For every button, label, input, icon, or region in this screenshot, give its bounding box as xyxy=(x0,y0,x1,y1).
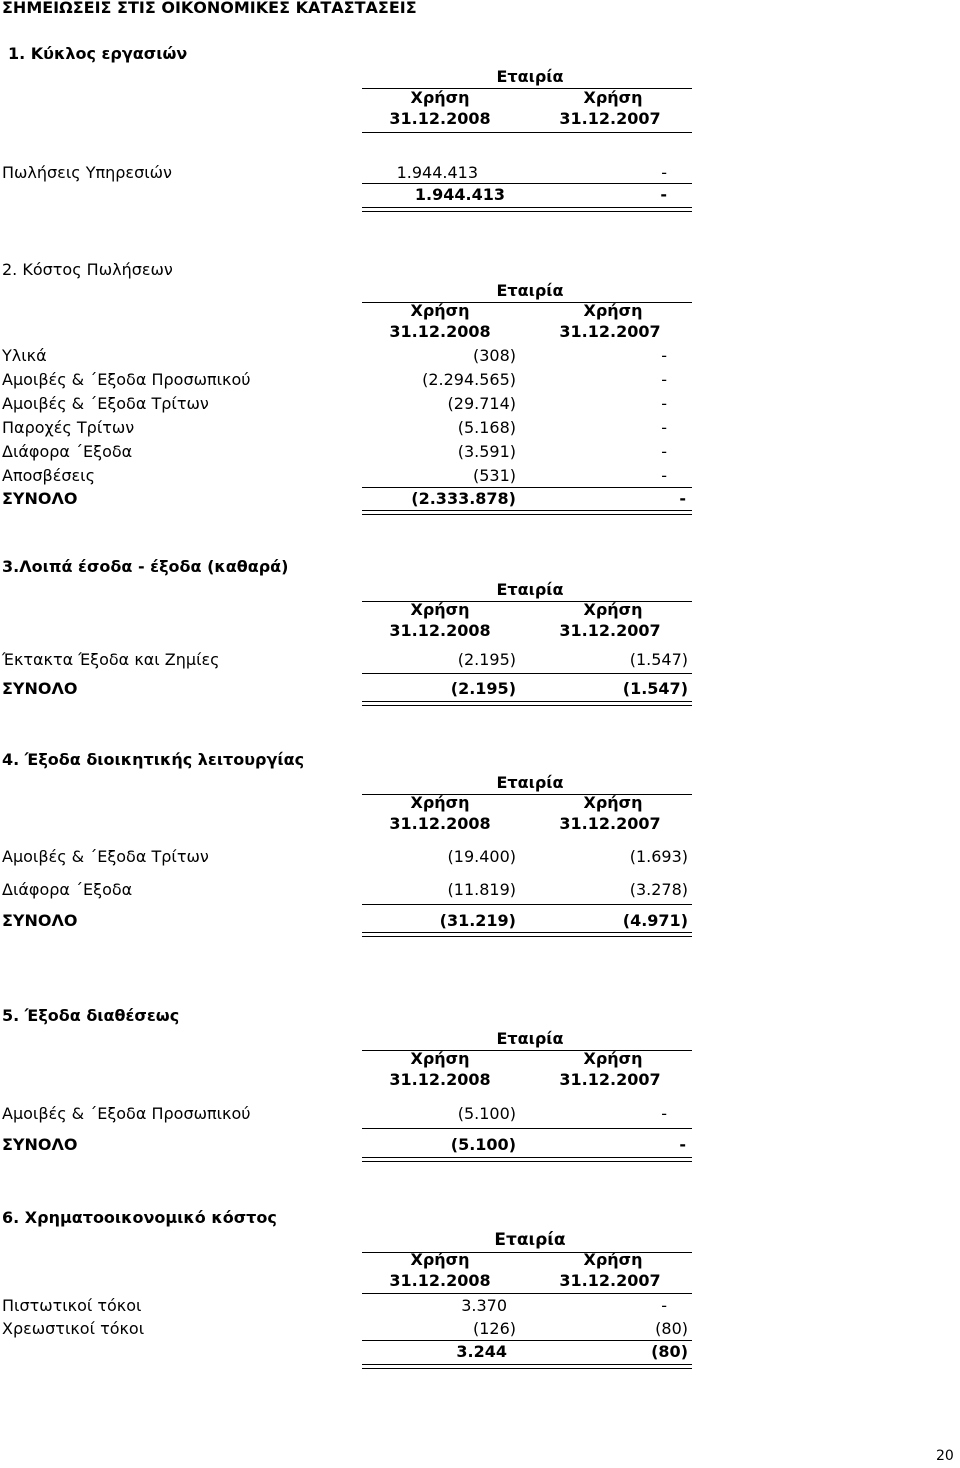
date-2007: 31.12.2007 xyxy=(559,322,661,341)
date-underline xyxy=(362,132,692,133)
section-title: 6. Χρηματοοικονομικό κόστος xyxy=(2,1208,277,1227)
row-value-2008: 3.370 xyxy=(461,1296,507,1315)
row-value-2008: (2.195) xyxy=(457,650,516,669)
row-value-2008: (19.400) xyxy=(447,847,516,866)
year-label-2007: Χρήση xyxy=(583,301,643,320)
total-label: ΣΥΝΟΛΟ xyxy=(2,489,78,508)
section-title: 5. Έξοδα διαθέσεως xyxy=(2,1006,180,1025)
date-2008: 31.12.2008 xyxy=(389,1070,491,1089)
total-value-2008: 1.944.413 xyxy=(414,185,505,204)
row-label: Έκτακτα Έξοδα και Ζημίες xyxy=(2,650,220,669)
total-value-2008: (2.333.878) xyxy=(411,489,516,508)
date-2008: 31.12.2008 xyxy=(389,109,491,128)
row-label: Παροχές Τρίτων xyxy=(2,418,135,437)
row-value-2008: (308) xyxy=(472,346,516,365)
row-label: Διάφορα ΄Εξοδα xyxy=(2,442,133,461)
row-value-2008: 1.944.413 xyxy=(396,163,478,182)
row-label: Αμοιβές & ΄Εξοδα Τρίτων xyxy=(2,847,209,866)
year-label-2007: Χρήση xyxy=(583,793,643,812)
row-label: Αμοιβές & ΄Εξοδα Προσωπικού xyxy=(2,370,251,389)
row-value-2007: - xyxy=(661,418,667,437)
section-title: 3.Λοιπά έσοδα - έξοδα (καθαρά) xyxy=(2,557,289,576)
year-label-2008: Χρήση xyxy=(410,600,470,619)
total-value-2008: (2.195) xyxy=(450,679,516,698)
row-label: Αμοιβές & ΄Εξοδα Τρίτων xyxy=(2,394,209,413)
date-2008: 31.12.2008 xyxy=(389,621,491,640)
row-value-2007: - xyxy=(661,442,667,461)
company-header: Εταιρία xyxy=(496,773,564,792)
row-label: Υλικά xyxy=(2,346,47,365)
date-underline xyxy=(362,1293,692,1294)
total-double-line xyxy=(362,207,692,212)
row-value-2007: - xyxy=(661,370,667,389)
year-label-2008: Χρήση xyxy=(410,1049,470,1068)
page-title: ΣΗΜΕΙΩΣΕΙΣ ΣΤΙΣ ΟΙΚΟΝΟΜΙΚΕΣ ΚΑΤΑΣΤΑΣΕΙΣ xyxy=(2,0,417,17)
date-2008: 31.12.2008 xyxy=(389,814,491,833)
row-value-2008: (3.591) xyxy=(457,442,516,461)
company-header: Εταιρία xyxy=(496,281,564,300)
row-label: Πιστωτικοί τόκοι xyxy=(2,1296,142,1315)
row-value-2008: (531) xyxy=(472,466,516,485)
section-title: 2. Κόστος Πωλήσεων xyxy=(2,260,173,279)
row-value-2007: - xyxy=(661,163,667,182)
total-label: ΣΥΝΟΛΟ xyxy=(2,911,78,930)
subtotal-line xyxy=(362,1340,692,1341)
row-label: Διάφορα ΄Εξοδα xyxy=(2,880,133,899)
subtotal-line xyxy=(362,673,692,674)
subtotal-line xyxy=(362,487,692,488)
row-value-2007: - xyxy=(661,394,667,413)
row-value-2007: - xyxy=(661,1104,667,1123)
date-2007: 31.12.2007 xyxy=(559,814,661,833)
total-value-2008: 3.244 xyxy=(456,1342,507,1361)
total-value-2007: - xyxy=(679,1135,686,1154)
page-number: 20 xyxy=(936,1448,954,1464)
date-2007: 31.12.2007 xyxy=(559,1271,661,1290)
total-double-line xyxy=(362,932,692,937)
year-label-2007: Χρήση xyxy=(583,1049,643,1068)
total-double-line xyxy=(362,1157,692,1162)
company-header: Εταιρία xyxy=(496,67,564,86)
row-value-2007: (1.547) xyxy=(629,650,688,669)
row-value-2007: - xyxy=(661,466,667,485)
date-2008: 31.12.2008 xyxy=(389,1271,491,1290)
date-2008: 31.12.2008 xyxy=(389,322,491,341)
row-value-2008: (126) xyxy=(472,1319,516,1338)
total-value-2008: (5.100) xyxy=(450,1135,516,1154)
year-label-2008: Χρήση xyxy=(410,793,470,812)
row-value-2007: - xyxy=(661,346,667,365)
row-label: Αμοιβές & ΄Εξοδα Προσωπικού xyxy=(2,1104,251,1123)
row-value-2008: (29.714) xyxy=(447,394,516,413)
row-value-2008: (5.100) xyxy=(457,1104,516,1123)
row-value-2008: (11.819) xyxy=(447,880,516,899)
row-value-2008: (2.294.565) xyxy=(422,370,516,389)
total-label: ΣΥΝΟΛΟ xyxy=(2,679,78,698)
total-label: ΣΥΝΟΛΟ xyxy=(2,1135,78,1154)
total-value-2007: - xyxy=(660,185,667,204)
total-value-2007: (1.547) xyxy=(622,679,688,698)
year-label-2007: Χρήση xyxy=(583,1250,643,1269)
subtotal-line xyxy=(362,904,692,905)
year-label-2008: Χρήση xyxy=(410,1250,470,1269)
year-label-2007: Χρήση xyxy=(583,600,643,619)
date-2007: 31.12.2007 xyxy=(559,109,661,128)
row-label: Πωλήσεις Υπηρεσιών xyxy=(2,163,172,182)
year-label-2007: Χρήση xyxy=(583,88,643,107)
row-value-2007: - xyxy=(661,1296,667,1315)
date-2007: 31.12.2007 xyxy=(559,621,661,640)
total-value-2007: - xyxy=(679,489,686,508)
row-value-2007: (3.278) xyxy=(629,880,688,899)
year-label-2008: Χρήση xyxy=(410,301,470,320)
total-double-line xyxy=(362,1364,692,1369)
row-value-2008: (5.168) xyxy=(457,418,516,437)
subtotal-line xyxy=(362,183,692,184)
date-2007: 31.12.2007 xyxy=(559,1070,661,1089)
row-value-2007: (1.693) xyxy=(629,847,688,866)
subtotal-line xyxy=(362,1128,692,1129)
total-double-line xyxy=(362,510,692,515)
total-value-2007: (80) xyxy=(651,1342,688,1361)
year-label-2008: Χρήση xyxy=(410,88,470,107)
company-header: Εταιρία xyxy=(496,580,564,599)
total-value-2008: (31.219) xyxy=(439,911,516,930)
row-value-2007: (80) xyxy=(655,1319,688,1338)
company-header: Εταιρία xyxy=(496,1029,564,1048)
section-title: 4. Έξοδα διοικητικής λειτουργίας xyxy=(2,750,305,769)
section-title: 1. Κύκλος εργασιών xyxy=(8,44,188,63)
company-header: Εταιρία xyxy=(494,1230,566,1250)
row-label: Χρεωστικοί τόκοι xyxy=(2,1319,145,1338)
total-value-2007: (4.971) xyxy=(622,911,688,930)
total-double-line xyxy=(362,701,692,706)
row-label: Αποσβέσεις xyxy=(2,466,95,485)
